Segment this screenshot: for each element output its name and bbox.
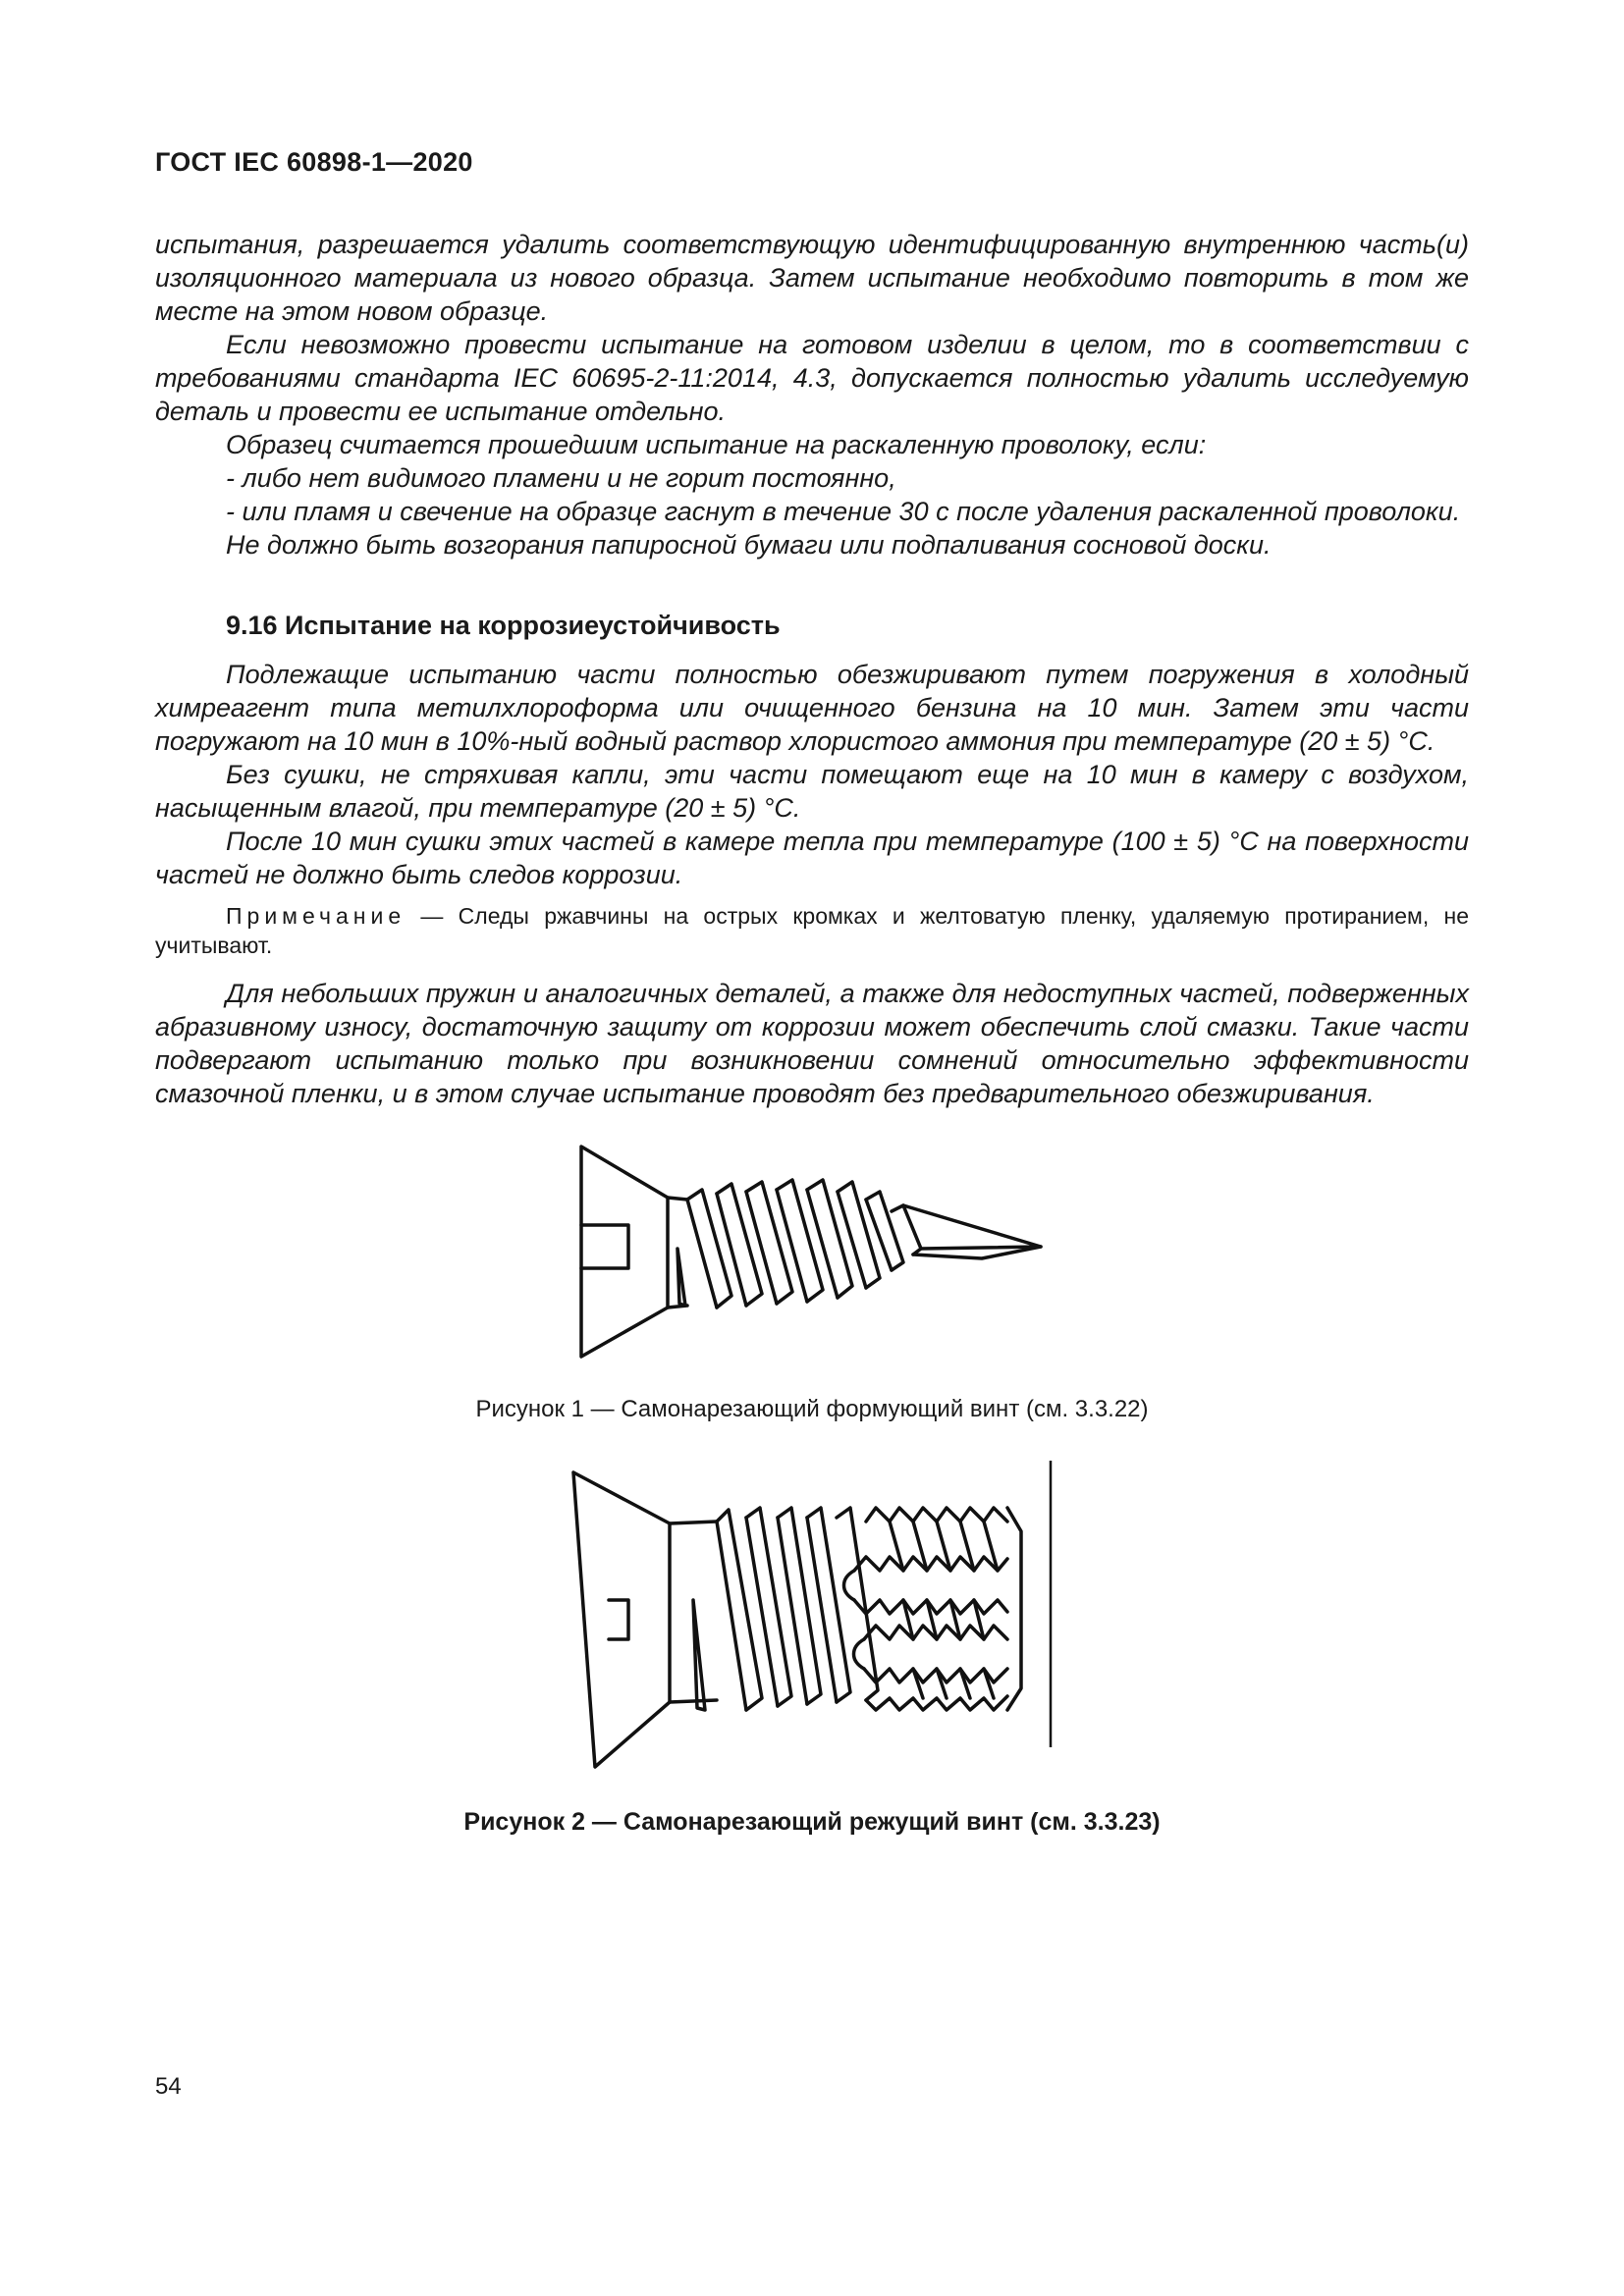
note-dash: — [406,903,459,929]
thread-forming-screw-drawing [569,1139,1060,1364]
paragraph: Подлежащие испытанию части полностью обезжиривают путем погружения в холодный химреагент типа метилхлороформа или очищенного бензина на 10 мин. Затем эти части погружают на 10 мин в 10%-ный водный раствор хлористого аммония при температуре (20 ± 5) °С. [155,660,1469,756]
note-text: Следы ржавчины на острых кромках и желтоватую пленку, удаляемую протиранием, не учитывают. [155,903,1470,958]
paragraph: Образец считается прошедшим испытание на раскаленную проволоку, если: [226,430,1207,459]
list-item: - или пламя и свечение на образце гаснут в течение 30 с после удаления раскаленной проволоки. [226,497,1461,526]
final-text [155,977,1469,1110]
list-item: - либо нет видимого пламени и не горит постоянно, [226,463,896,493]
document-header: ГОСТ IEC 60898-1—2020 [155,147,473,177]
note [155,901,1469,960]
section-text [155,658,1469,891]
intro-text [155,228,1469,561]
page-number: 54 [155,2073,182,2100]
note-label: Примечание [226,903,406,929]
paragraph: Не должно быть возгорания папиросной бумаги или подпаливания сосновой доски. [226,530,1272,560]
paragraph: После 10 мин сушки этих частей в камере тепла при температуре (100 ± 5) °С на поверхности частей не должно быть следов коррозии. [155,827,1469,889]
paragraph: Без сушки, не стряхивая капли, эти части помещают еще на 10 мин в камеру с воздухом, насыщенным влагой, при температуре (20 ± 5) °С. [155,760,1469,823]
figure-1-caption: Рисунок 1 — Самонарезающий формующий винт (см. 3.3.22) [475,1396,1149,1422]
thread-cutting-screw-drawing [560,1453,1070,1777]
paragraph: Если невозможно провести испытание на готовом изделии в целом, то в соответствии с требованиями стандарта IEC 60695-2-11:2014, 4.3, допускается полностью удалить исследуемую деталь и провести ее испытание отдельно. [155,330,1469,426]
paragraph: испытания, разрешается удалить соответствующую идентифицированную внутреннюю часть(и) изоляционного материала из нового образца. Затем испытание необходимо повторить в том же месте на этом новом образце. [155,230,1469,326]
figure-2-caption: Рисунок 2 — Самонарезающий режущий винт (см. 3.3.23) [463,1808,1161,1836]
section-title: 9.16 Испытание на коррозиеустойчивость [226,611,781,640]
paragraph: Для небольших пружин и аналогичных деталей, а также для недоступных частей, подверженных абразивному износу, достаточную защиту от коррозии может обеспечить слой смазки. Такие части подвергают испытанию только при возникновении сомнений относительно эффективности смазочной пленки, и в этом случае испытание проводят без предварительного обезжиривания. [155,979,1469,1108]
